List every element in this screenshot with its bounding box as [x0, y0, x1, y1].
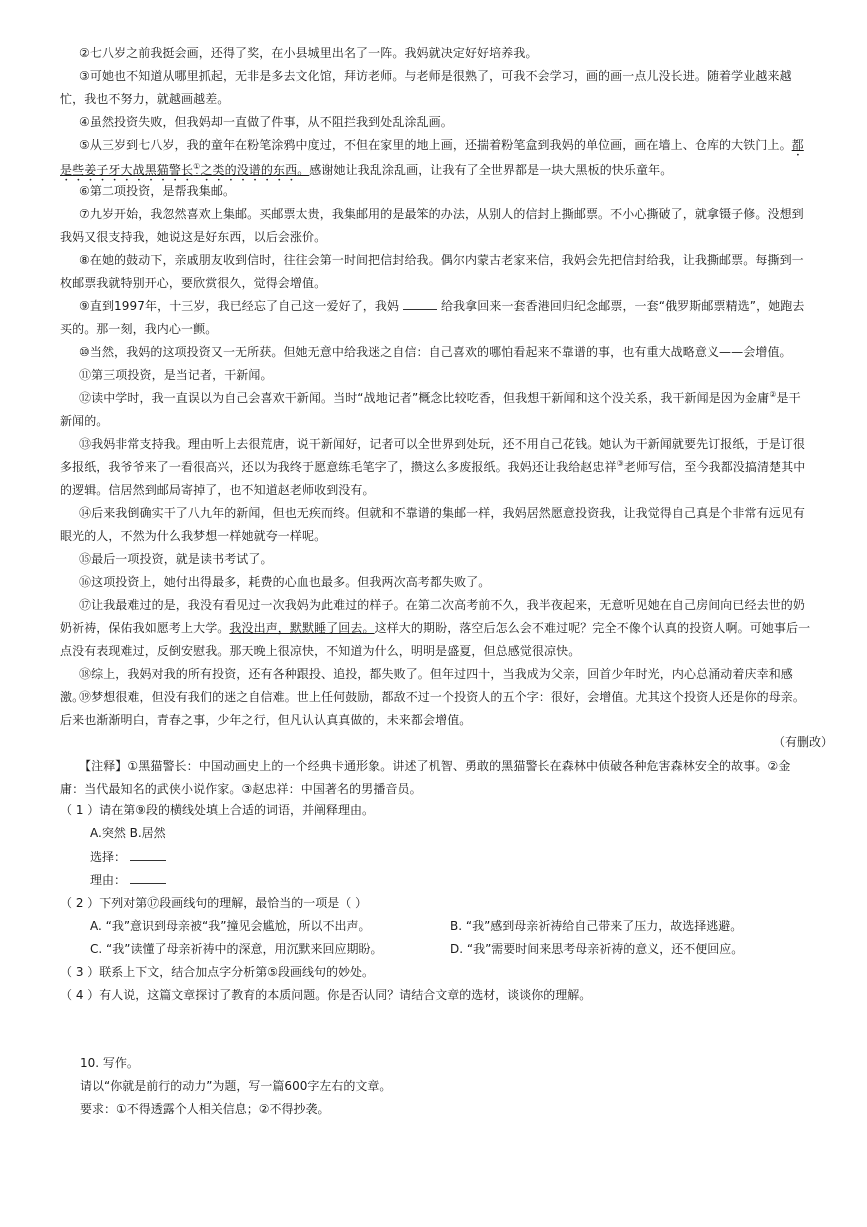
paragraph-17-underlined-sentence: 我没出声，默默睡了回去。 — [229, 621, 375, 635]
question-2-option-a[interactable]: A. “我”意识到母亲被“我”撞见会尴尬，所以不出声。 — [90, 919, 371, 933]
writing-prompt: 请以“你就是前行的动力”为题，写一篇600字左右的文章。 — [80, 1079, 392, 1093]
paragraph-12-text: ⑫读中学时，我一直误以为自己会喜欢干新闻。当时“战地记者”概念比较吃香，但我想干新闻和这个没关系，我干新闻是因为金庸 — [79, 391, 770, 405]
paragraph-9 — [60, 295, 812, 341]
paragraph-15: ⑮最后一项投资，就是读书考试了。 — [79, 552, 273, 566]
choice-label: 选择： — [90, 850, 127, 864]
question-4: （ 4 ）有人说，这篇文章探讨了教育的本质问题。你是否认同？请结合文章的选材，谈谈你的理解。 — [60, 988, 592, 1002]
question-2: （ 2 ）下列对第⑰段画线句的理解，最恰当的一项是（ ） — [60, 896, 368, 910]
paragraph-5-text-end: 感谢她让我乱涂乱画，让我有了全世界都是一块大黑板的快乐童年。 — [309, 163, 673, 177]
writing-requirements: 要求：①不得透露个人相关信息；②不得抄袭。 — [80, 1102, 330, 1116]
footnote-marker-3: ③ — [616, 459, 624, 468]
paragraph-9-text: ⑨直到1997年，十三岁，我已经忘了自己这一爱好了，我妈 — [79, 299, 400, 313]
underlined-text: 都是些姜子牙大战黑猫警长 — [60, 138, 804, 177]
footnote-marker-2: ② — [769, 390, 777, 399]
paragraph-8: ⑧在她的鼓动下，亲戚朋友收到信时，往往会第一时间把信封给我。偶尔内蒙古老家来信，我妈会先把信封给我，让我撕邮票。每撕到一枚邮票我就特别开心，要欣赏很久，觉得会增值。 — [60, 253, 804, 290]
paragraph-19: ⑲梦想很难，但没有我们的迷之自信难。世上任何鼓励，都敌不过一个投资人的五个字：很好，会增值。尤其这个投资人还是你的母亲。后来也渐渐明白，青春之事，少年之行，但凡认认真真做的，未来都会增值。 — [60, 690, 806, 727]
paragraph-16: ⑯这项投资上，她付出得最多，耗费的心血也最多。但我两次高考都失败了。 — [79, 575, 491, 589]
question-3: （ 3 ）联系上下文，结合加点字分析第⑤段画线句的妙处。 — [60, 965, 375, 979]
paragraph-13-text-end: 老师写信，至今我都没搞清楚其中的逻辑。信居然到邮局寄掉了，也不知道赵老师收到没有。 — [60, 460, 806, 497]
question-1: （ 1 ）请在第⑨段的横线处填上合适的词语，并阐释理由。 — [60, 803, 375, 817]
paragraph-17-text-end: 这样大的期盼，落空后怎么会不难过呢？完全不像个认真的投资人啊。可她事后一点没有表现难过，反倒安慰我。那天晚上很凉快，不知道为什么，明明是盛夏，但总感觉很凉快。 — [60, 621, 811, 658]
reason-label: 理由： — [90, 873, 127, 887]
question-2-option-c[interactable]: C. “我”读懂了母亲祈祷中的深意，用沉默来回应期盼。 — [90, 942, 383, 956]
footnote-marker-1: ① — [193, 162, 201, 171]
paragraph-3: ③可她也不知道从哪里抓起，无非是多去文化馆，拜访老师。与老师是很熟了，可我不会学习，画的画一点儿没长进。随着学业越来越忙，我也不努力，就越画越差。 — [60, 69, 792, 106]
question-2-option-b[interactable]: B. “我”感到母亲祈祷给自己带来了压力，故选择逃避。 — [450, 919, 743, 933]
paragraph-12-text-end: 是干新闻的。 — [60, 391, 801, 428]
paragraph-18: ⑱综上，我妈对我的所有投资，还有各种跟投、追投，都失败了。但年过四十，当我成为父亲，回首少年时光，内心总涌动着庆幸和感激。 — [60, 667, 793, 704]
paragraph-12 — [60, 387, 812, 433]
paragraph-14: ⑭后来我倒确实干了八九年的新闻，但也无疾而终。但就和不靠谱的集邮一样，我妈居然愿意投资我，让我觉得自己真是个非常有远见有眼光的人，不然为什么我梦想一样她就夸一样呢。 — [60, 506, 806, 543]
paragraph-7: ⑦九岁开始，我忽然喜欢上集邮。买邮票太贵，我集邮用的是最笨的办法，从别人的信封上撕邮票。不小心撕破了，就拿镊子修。没想到我妈又很支持我，她说这是好东西，以后会涨价。 — [60, 207, 804, 244]
reason-answer-blank[interactable] — [130, 871, 166, 884]
question-1-options: A.突然 B.居然 — [90, 826, 166, 840]
paragraph-10: ⑩当然，我妈的这项投资又一无所获。但她无意中给我迷之自信：自己喜欢的哪怕看起来不靠谱的事，也有重大战略意义——会增值。 — [79, 345, 792, 359]
writing-title: 10. 写作。 — [80, 1056, 139, 1070]
paragraph-13-text: ⑬我妈非常支持我。理由听上去很荒唐，说干新闻好，记者可以全世界到处玩，还不用自己花钱。她认为干新闻就要先订报纸，于是订很多报纸，我爷爷来了一看很高兴，还以为我终于愿意练毛笔字了，攒这么多废报纸。我妈还让我给赵忠祥 — [60, 437, 806, 474]
question-2-option-d[interactable]: D. “我”需要时间来思考母亲祈祷的意义，还不便回应。 — [450, 942, 744, 956]
question-1-reason — [90, 870, 166, 890]
paragraph-17 — [60, 594, 812, 663]
paragraph-17-text: ⑰让我最难过的是，我没有看见过一次我妈为此难过的样子。在第二次高考前不久，我半夜起来，无意听见她在自己房间向已经去世的奶奶祈祷，保佑我如愿考上大学。 — [60, 598, 806, 635]
paragraph-5-text: ⑤从三岁到七八岁，我的童年在粉笔涂鸦中度过，不但在家里的地上画，还揣着粉笔盒到我妈的单位画，画在墙上、仓库的大铁门上。 — [79, 138, 792, 152]
paragraph-5 — [60, 134, 812, 184]
paragraph-2: ②七八岁之前我挺会画，还得了奖，在小县城里出名了一阵。我妈就决定好好培养我。 — [79, 46, 538, 60]
source-note: （有删改） — [772, 735, 833, 749]
question-1-choice — [90, 847, 166, 867]
paragraph-6: ⑥第二项投资，是帮我集邮。 — [79, 184, 236, 198]
annotation: 【注释】①黑猫警长：中国动画史上的一个经典卡通形象。讲述了机智、勇敢的黑猫警长在森林中侦破各种危害森林安全的故事。②金庸：当代最知名的武侠小说作家。③赵忠祥：中国著名的男播音员。 — [60, 759, 791, 796]
paragraph-13 — [60, 433, 812, 502]
fill-in-blank[interactable] — [403, 297, 437, 310]
paragraph-11: ⑪第三项投资，是当记者，干新闻。 — [79, 368, 273, 382]
paragraph-9-text-end: 给我拿回来一套香港回归纪念邮票，一套“俄罗斯邮票精选”，她跑去买的。那一刻，我内心一颤。 — [60, 299, 805, 336]
paragraph-4: ④虽然投资失败，但我妈却一直做了件事，从不阻拦我到处乱涂乱画。 — [79, 115, 453, 129]
choice-answer-blank[interactable] — [130, 848, 166, 861]
underlined-text-end: 之类的没谱的东西。 — [200, 163, 310, 177]
